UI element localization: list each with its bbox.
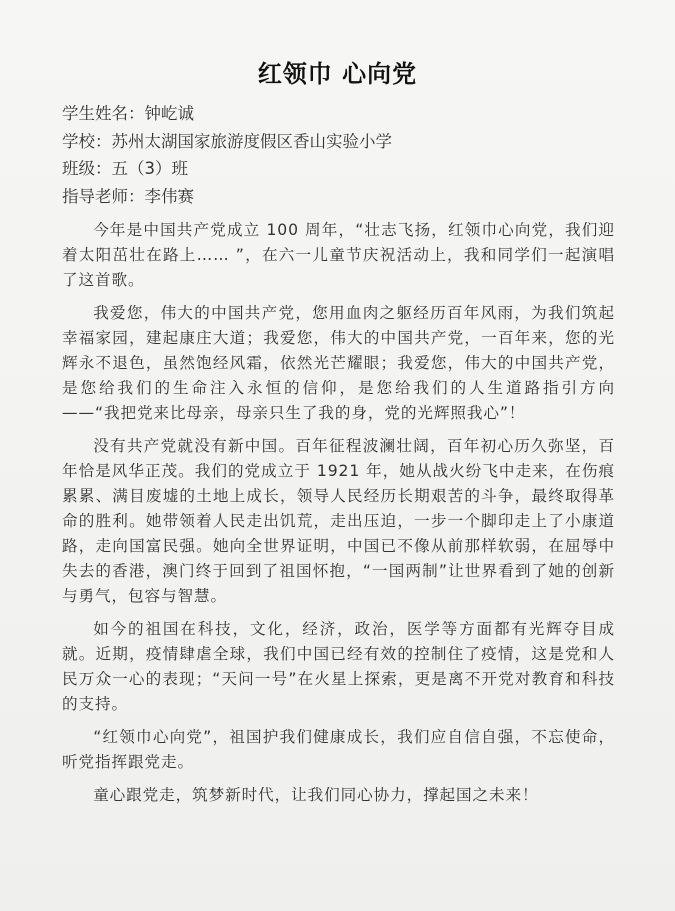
document-title: 红领巾 心向党 — [257, 60, 418, 88]
essay-body — [62, 218, 615, 816]
paragraph-4: 如今的祖国在科技，文化，经济，政治，医学等方面都有光辉夺目成就。近期，疫情肆虐全球，我们中国已经有效的控制住了疫情，这是党和人民万众一心的表现；“天问一号”在火星上探索，更是离不开党对教育和科技的支持。 — [62, 620, 615, 713]
paragraph-3: 没有共产党就没有新中国。百年征程波澜壮阔，百年初心历久弥坚，百年恰是风华正茂。我们的党成立于 1921 年，她从战火纷飞中走来，在伤痕累累、满目废墟的土地上成长，领导人民经历长期艰苦的斗争，最终取得革命的胜利。她带领着人民走出饥荒，走出压迫，一步一个脚印走上了小康道路，走向国富民强。她向全世界证明，中国已不像从前那样软弱，在屈辱中失去的香港，澳门终于回到了祖国怀抱，“一国两制”让世界看到了她的创新与勇气，包容与智慧。 — [62, 437, 615, 605]
student-name: 学生姓名：钟屹诚 — [62, 104, 194, 123]
student-info — [62, 100, 622, 210]
teacher-name: 指导老师：李伟赛 — [62, 186, 194, 206]
paragraph-6: 童心跟党走，筑梦新时代，让我们同心协力，撑起国之未来！ — [93, 786, 539, 804]
school-name: 学校：苏州太湖国家旅游度假区香山实验小学 — [62, 131, 392, 151]
paragraph-1: 今年是中国共产党成立 100 周年，“壮志飞扬，红领巾心向党，我们迎着太阳茁壮在路上…… ”，在六一儿童节庆祝活动上，我和同学们一起演唱了这首歌。 — [62, 221, 615, 289]
class-name: 班级：五（3）班 — [62, 159, 188, 178]
paragraph-5: “红领巾心向党”，祖国护我们健康成长，我们应自信自强，不忘使命，听党指挥跟党走。 — [62, 728, 615, 771]
paragraph-2: 我爱您，伟大的中国共产党，您用血肉之躯经历百年风雨，为我们筑起幸福家园，建起康庄大道；我爱您，伟大的中国共产党，一百年来，您的光辉永不退色，虽然饱经风霜，依然光芒耀眼；我爱您，伟大的中国共产党，是您给我们的生命注入永恒的信仰，是您给我们的人生道路指引方向——“我把党来比母亲，母亲只生了我的身，党的光辉照我心”！ — [62, 304, 615, 422]
